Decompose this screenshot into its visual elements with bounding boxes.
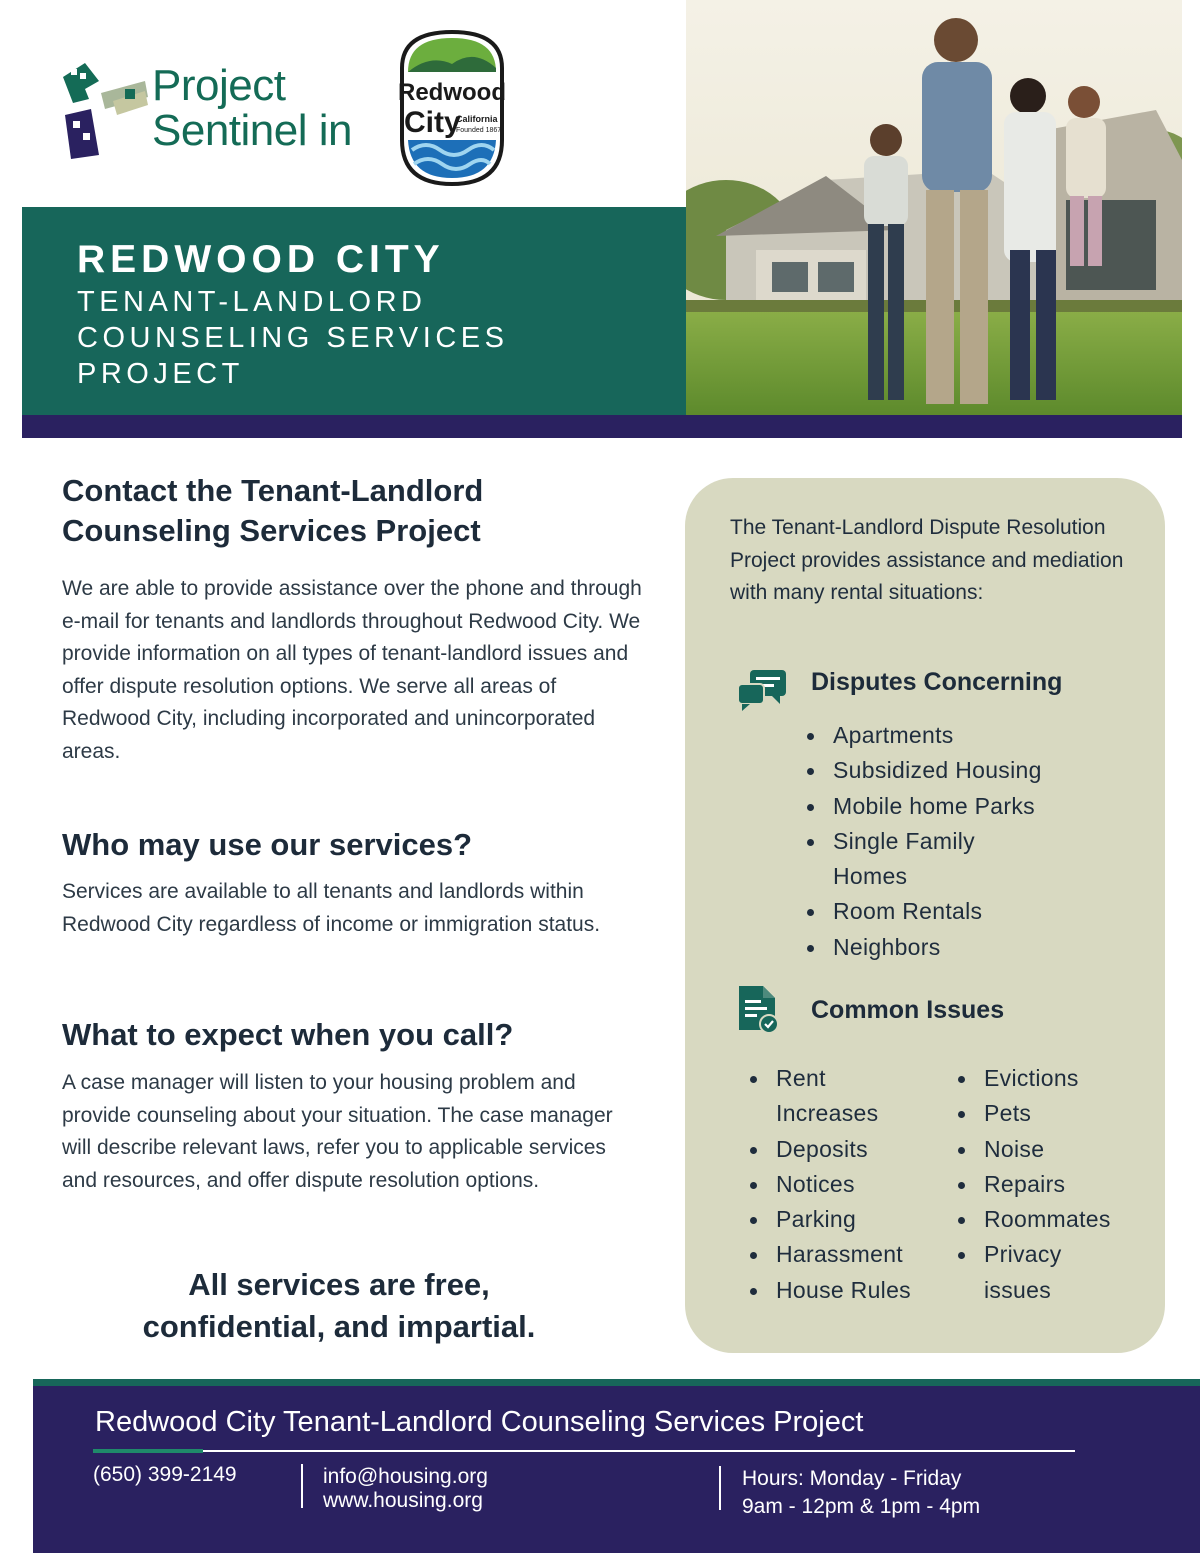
list-item: Parking bbox=[748, 1202, 930, 1237]
list-item: Evictions bbox=[956, 1061, 1146, 1096]
disputes-list bbox=[805, 718, 1105, 965]
issues-title: Common Issues bbox=[811, 996, 1005, 1024]
banner-title: REDWOOD CITY bbox=[77, 238, 445, 281]
contact-body: We are able to provide assistance over the phone and through e-mail for tenants and landlords throughout Redwood City. We provide information on all types of tenant-landlord issues and offer dispute resolution options. We serve all areas of Redwood City, including incorporated and unincorporated areas. bbox=[62, 577, 642, 763]
banner-subtitle-line: PROJECT bbox=[77, 358, 244, 390]
seal-state: California bbox=[456, 114, 498, 124]
list-item: Pets bbox=[956, 1096, 1146, 1131]
issues-list-col-2 bbox=[956, 1061, 1146, 1308]
who-heading: Who may use our services? bbox=[62, 827, 473, 862]
list-item: Room Rentals bbox=[805, 894, 1105, 929]
contact-heading-line: Contact the Tenant-Landlord bbox=[62, 473, 484, 508]
family-home-photo bbox=[686, 0, 1182, 415]
footer-separator bbox=[719, 1466, 721, 1510]
footer-hours-time: 9am - 12pm & 1pm - 4pm bbox=[742, 1495, 981, 1518]
who-body: Services are available to all tenants and landlords within Redwood City regardless of income or immigration status. bbox=[62, 880, 601, 936]
list-item: Notices bbox=[748, 1167, 930, 1202]
list-item: Mobile home Parks bbox=[805, 789, 1105, 824]
list-item: Subsidized Housing bbox=[805, 753, 1105, 788]
footer-accent-line bbox=[33, 1379, 1200, 1386]
banner-subtitle bbox=[77, 284, 508, 392]
footer-phone[interactable]: (650) 399-2149 bbox=[93, 1463, 237, 1486]
disputes-title: Disputes Concerning bbox=[811, 668, 1063, 696]
expect-body: A case manager will listen to your housing problem and provide counseling about your situation. The case manager will describe relevant laws, refer you to applicable services and resources, and offer dispute resolution options. bbox=[62, 1071, 613, 1192]
footer-title: Redwood City Tenant-Landlord Counseling Services Project bbox=[95, 1406, 864, 1438]
tagline-line: All services are free, bbox=[188, 1267, 490, 1302]
footer-divider bbox=[93, 1450, 1075, 1452]
list-item: Privacy issues bbox=[956, 1237, 1076, 1308]
list-item: Neighbors bbox=[805, 930, 1105, 965]
redwood-city-seal bbox=[390, 28, 514, 188]
project-sentinel-logo bbox=[55, 55, 385, 165]
footer-hours-label: Hours: Monday - Friday bbox=[742, 1467, 962, 1490]
list-item: Repairs bbox=[956, 1167, 1146, 1202]
document-check-icon bbox=[737, 984, 781, 1039]
footer-divider-accent bbox=[93, 1449, 203, 1453]
seal-city: City bbox=[404, 106, 461, 139]
footer-email[interactable]: info@housing.org bbox=[323, 1465, 488, 1488]
footer bbox=[33, 1386, 1200, 1553]
expect-heading: What to expect when you call? bbox=[62, 1017, 514, 1052]
chat-bubbles-icon bbox=[736, 668, 788, 717]
services-tagline bbox=[62, 1264, 616, 1348]
logo-text-line-1: Project bbox=[152, 61, 286, 110]
tagline-line: confidential, and impartial. bbox=[142, 1309, 536, 1344]
seal-name: Redwood bbox=[398, 79, 506, 106]
issues-list-col-1 bbox=[748, 1061, 930, 1308]
seal-founded: Founded 1867 bbox=[456, 127, 502, 134]
contact-heading bbox=[62, 471, 483, 551]
list-item: Deposits bbox=[748, 1132, 930, 1167]
banner-subtitle-line: TENANT-LANDLORD bbox=[77, 286, 427, 318]
project-sentinel-house-icon bbox=[55, 59, 150, 159]
list-item: Rent Increases bbox=[748, 1061, 930, 1132]
banner-accent-stripe bbox=[22, 415, 1182, 438]
list-item: Single Family Homes bbox=[805, 824, 1005, 895]
list-item: Roommates bbox=[956, 1202, 1146, 1237]
list-item: House Rules bbox=[748, 1273, 930, 1308]
list-item: Noise bbox=[956, 1132, 1146, 1167]
logo-text-line-2: Sentinel in bbox=[152, 106, 352, 155]
list-item: Harassment bbox=[748, 1237, 930, 1272]
contact-heading-line: Counseling Services Project bbox=[62, 513, 481, 548]
footer-website[interactable]: www.housing.org bbox=[323, 1489, 483, 1512]
panel-intro: The Tenant-Landlord Dispute Resolution Project provides assistance and mediation with many rental situations: bbox=[730, 516, 1124, 604]
banner-subtitle-line: COUNSELING SERVICES bbox=[77, 322, 509, 354]
footer-separator bbox=[301, 1464, 303, 1508]
list-item: Apartments bbox=[805, 718, 1105, 753]
